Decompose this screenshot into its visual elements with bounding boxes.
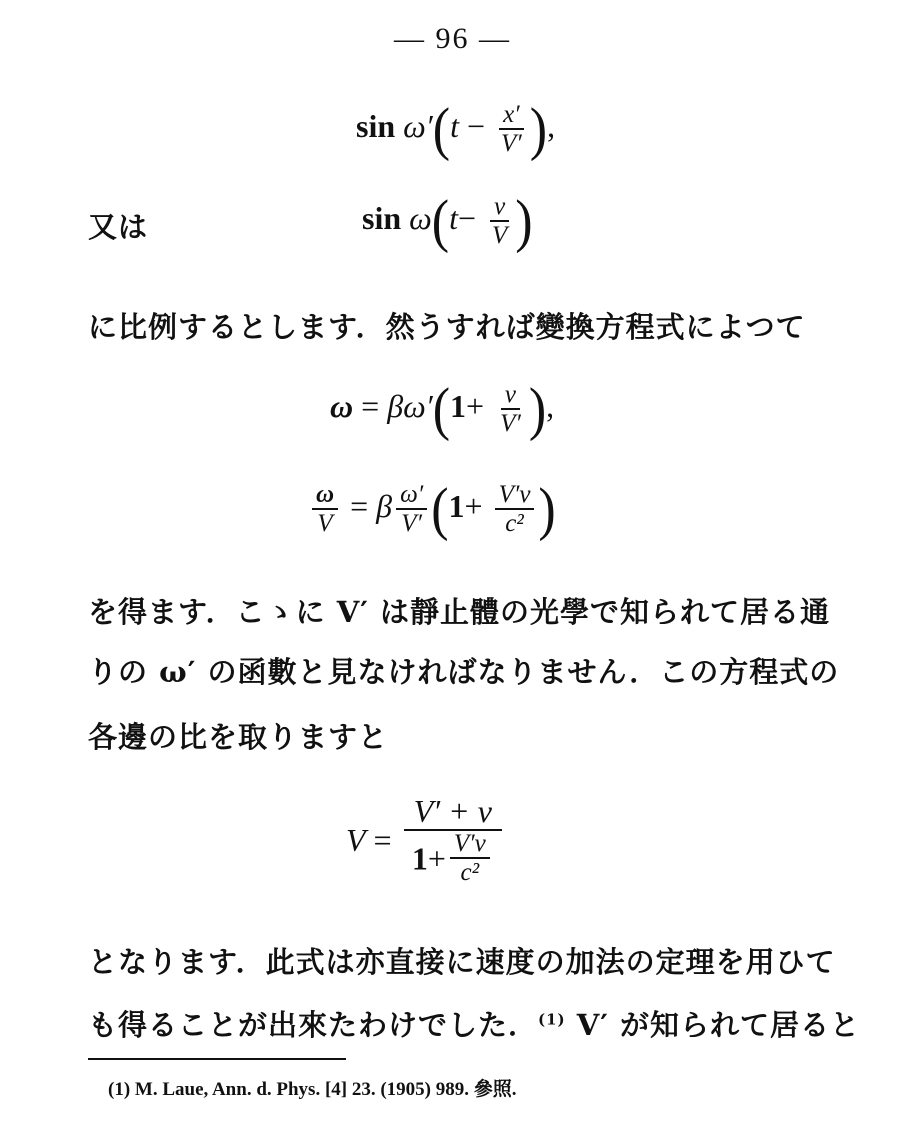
- paragraph-line-5: となります．此式は亦直接に速度の加法の定理を用ひて: [88, 945, 836, 979]
- footnote: (1) M. Laue, Ann. d. Phys. [4] 23. (1905) 989. 參照.: [108, 1079, 517, 1100]
- paragraph-line-2: を得ます．こゝに V′ は靜止體の光學で知られて居る通: [88, 595, 831, 629]
- fraction: $\frac{\omega'}{V'}$: [396, 482, 427, 538]
- equation-2: sin ω(t− $\frac{v}{V}$ ): [362, 188, 533, 255]
- text-or: 又は: [88, 210, 149, 244]
- equation-3: ω = βω′(1+ $\frac{v}{V'}$ ),: [330, 376, 555, 443]
- fraction: $\frac{v}{V'}$: [500, 380, 521, 437]
- equation-1: sin ω′(t − $\frac{x'}{V'}$ ),: [356, 96, 556, 163]
- fraction: $\frac{v}{V}$: [492, 192, 508, 249]
- equation-5: V = V′ + v 1+ $\frac{V'v}{\text{c²}}$: [346, 795, 506, 886]
- footnote-ref: (1): [538, 1010, 566, 1029]
- fraction: $\frac{\omega}{V}$: [312, 482, 338, 538]
- paragraph-line-3: りの ω′ の函數と見なければなりません．この方程式の: [88, 655, 840, 689]
- fraction: V′ + v 1+ $\frac{V'v}{\text{c²}}$: [404, 795, 502, 886]
- fraction: $\frac{V'v}{\text{c²}}$: [450, 831, 490, 887]
- paragraph-line-6: も得ることが出來たわけでした．$^{(1)}$ V′ が知られて居ると: [88, 1008, 861, 1042]
- page-number: — 96 —: [394, 22, 511, 55]
- fraction: $\frac{x'}{V'}$: [501, 100, 522, 157]
- equation-4: $\frac{\omega}{V}$ = β $\frac{\omega'}{V'}$ (1+ $\frac{V'v}{\text{c²}}$ ): [308, 480, 556, 539]
- footnote-rule: [88, 1058, 346, 1060]
- paragraph-line-1: に比例するとします．然うすれば變換方程式によつて: [88, 310, 806, 344]
- fraction: $\frac{V'v}{\text{c²}}$: [495, 482, 535, 538]
- paragraph-line-4: 各邊の比を取りますと: [88, 720, 389, 754]
